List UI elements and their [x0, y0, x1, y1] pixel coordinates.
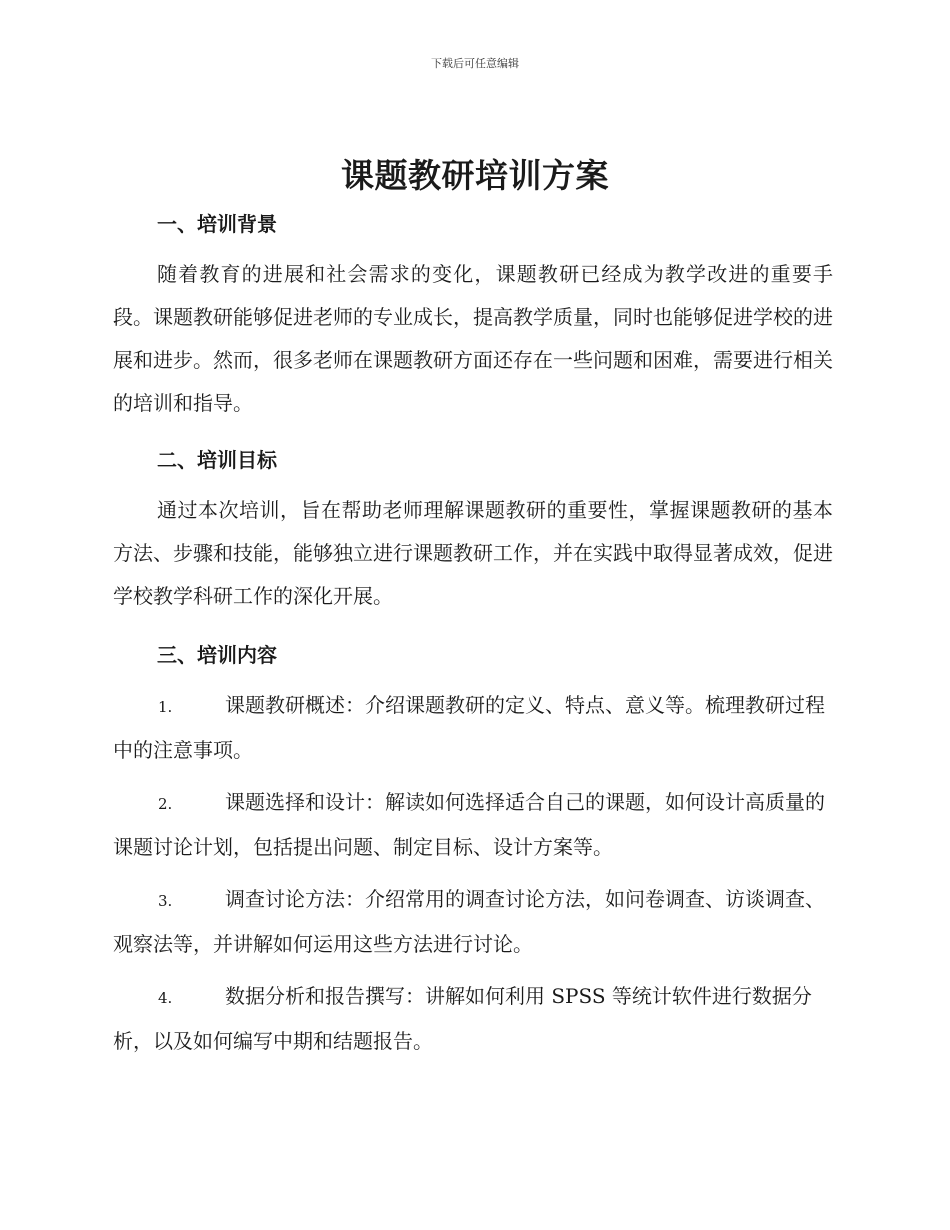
section-heading-background: 一、培训背景 — [157, 212, 277, 236]
document-title: 课题教研培训方案 — [341, 156, 609, 195]
section-paragraph-goals: 通过本次培训，旨在帮助老师理解课题教研的重要性，掌握课题教研的基本方法、步骤和技能，能够独立进行课题教研工作，并在实践中取得显著成效，促进学校教学科研工作的深化开展。 — [113, 498, 833, 608]
list-item-text: 数据分析和报告撰写：讲解如何利用 SPSS 等统计软件进行数据分析，以及如何编写中期和结题报告。 — [113, 984, 812, 1053]
list-item — [113, 684, 833, 772]
section-paragraph-background: 随着教育的进展和社会需求的变化，课题教研已经成为教学改进的重要手段。课题教研能够促进老师的专业成长，提高教学质量，同时也能够促进学校的进展和进步。然而，很多老师在课题教研方面还存在一些问题和困难，需要进行相关的培训和指导。 — [113, 262, 833, 415]
header-note: 下载后可任意编辑 — [431, 57, 519, 70]
section-heading-goals: 二、培训目标 — [157, 448, 277, 472]
list-item-number: 4. — [158, 989, 173, 1007]
list-item-number: 1. — [158, 698, 173, 716]
list-item-text: 调查讨论方法：介绍常用的调查讨论方法，如问卷调查、访谈调查、观察法等，并讲解如何运用这些方法进行讨论。 — [113, 887, 825, 956]
list-item — [113, 878, 833, 966]
list-item-number: 3. — [158, 892, 173, 910]
list-item-text: 课题教研概述：介绍课题教研的定义、特点、意义等。梳理教研过程中的注意事项。 — [113, 693, 825, 762]
list-item-number: 2. — [158, 795, 173, 813]
list-item — [113, 975, 833, 1063]
list-item-text: 课题选择和设计：解读如何选择适合自己的课题，如何设计高质量的课题讨论计划，包括提出问题、制定目标、设计方案等。 — [113, 790, 825, 859]
section-heading-content: 三、培训内容 — [157, 643, 277, 667]
list-item — [113, 781, 833, 869]
